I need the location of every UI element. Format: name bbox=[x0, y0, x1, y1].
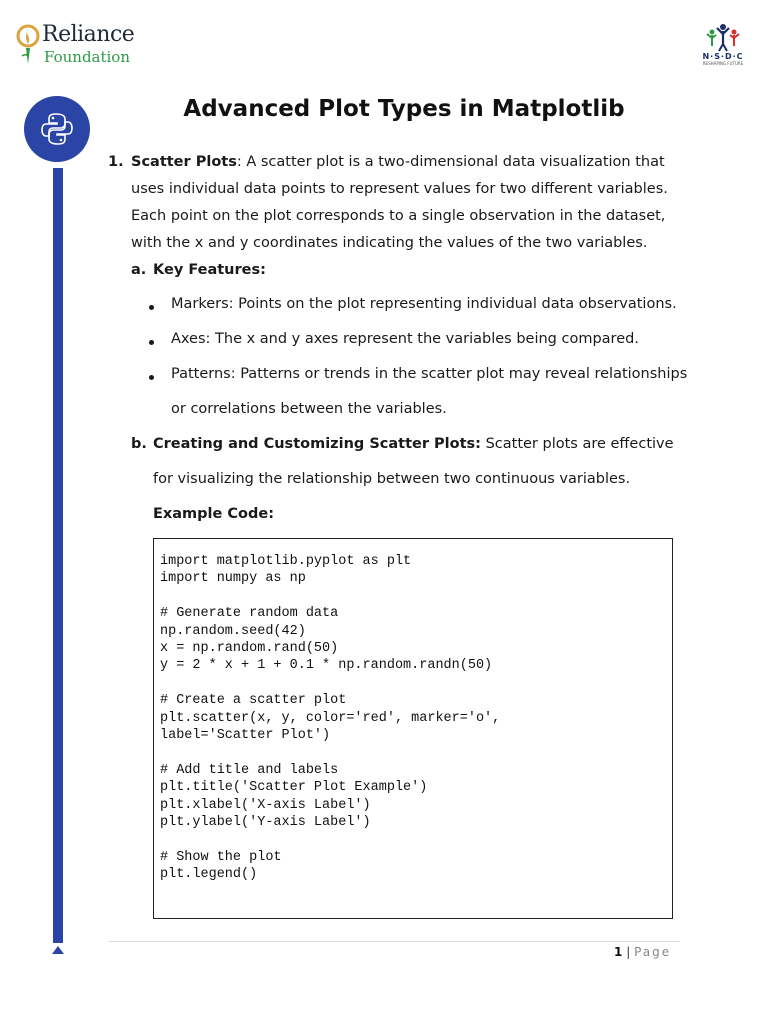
bullet-item-markers: Markers: Points on the plot representing individual data observations. bbox=[171, 296, 677, 312]
sub-b-label: b. bbox=[131, 436, 147, 452]
brand-name-line1: Reliance bbox=[42, 22, 135, 47]
nsdc-wordmark: N·S·D·C bbox=[702, 52, 744, 61]
bullet-item-axes: Axes: The x and y axes represent the variables being compared. bbox=[171, 331, 639, 347]
nsdc-tagline: RESHAPING FUTURE bbox=[702, 61, 744, 66]
nsdc-people-icon bbox=[703, 22, 743, 52]
section-intro-line-3: Each point on the plot corresponds to a single observation in the dataset, bbox=[131, 208, 666, 224]
bullet-dot bbox=[149, 340, 154, 345]
bullet-dot bbox=[149, 375, 154, 380]
code-content: import matplotlib.pyplot as plt import numpy as np # Generate random data np.random.seed(42) x = np.random.rand(50) y = 2 * x + 1 + 0.1 * np.random.randn(50) # Create a scatter plot plt.scatter(x, y, color='red', marker='o', label='Scatter Plot') # Add title and labels plt.title('Scatter Plot Example') plt.xlabel('X-axis Label') plt.ylabel('Y-axis Label') # Show the plot plt.legend() bbox=[160, 554, 501, 883]
page-footer bbox=[614, 945, 671, 959]
section-intro-line-2: uses individual data points to represent values for two different variables. bbox=[131, 181, 668, 197]
python-logo-icon bbox=[39, 111, 75, 147]
python-logo-badge bbox=[24, 96, 90, 162]
sub-a-heading: Key Features: bbox=[153, 262, 266, 278]
bullet-item-patterns: Patterns: Patterns or trends in the scatter plot may reveal relationships bbox=[171, 366, 688, 382]
footer-divider bbox=[108, 941, 680, 942]
sub-b-line-2: for visualizing the relationship between two continuous variables. bbox=[153, 471, 631, 487]
bullet-item-patterns-cont: or correlations between the variables. bbox=[171, 401, 447, 417]
brand-name-line2: Foundation bbox=[44, 48, 131, 66]
reliance-flame-icon bbox=[16, 24, 40, 66]
example-code-label: Example Code: bbox=[153, 506, 274, 522]
sub-b-line-1: Creating and Customizing Scatter Plots: Scatter plots are effective bbox=[153, 436, 674, 452]
section-intro-line-4: with the x and y coordinates indicating the values of the two variables. bbox=[131, 235, 648, 251]
bullet-dot bbox=[149, 305, 154, 310]
page-title: Advanced Plot Types in Matplotlib bbox=[183, 96, 625, 122]
code-block bbox=[153, 538, 673, 919]
section-intro-line-1: Scatter Plots: A scatter plot is a two-dimensional data visualization that bbox=[131, 154, 665, 170]
side-arrow-icon bbox=[52, 946, 64, 954]
page-separator: | bbox=[626, 945, 631, 959]
page-label: Page bbox=[634, 945, 672, 959]
sub-b-heading: Creating and Customizing Scatter Plots: bbox=[153, 436, 481, 452]
sub-a-label: a. bbox=[131, 262, 147, 278]
section-heading: Scatter Plots bbox=[131, 154, 237, 170]
nsdc-logo bbox=[692, 22, 754, 72]
section-number: 1. bbox=[108, 154, 124, 170]
page-number: 1 bbox=[614, 945, 623, 959]
reliance-foundation-logo bbox=[16, 22, 146, 70]
side-accent-bar bbox=[53, 168, 63, 943]
